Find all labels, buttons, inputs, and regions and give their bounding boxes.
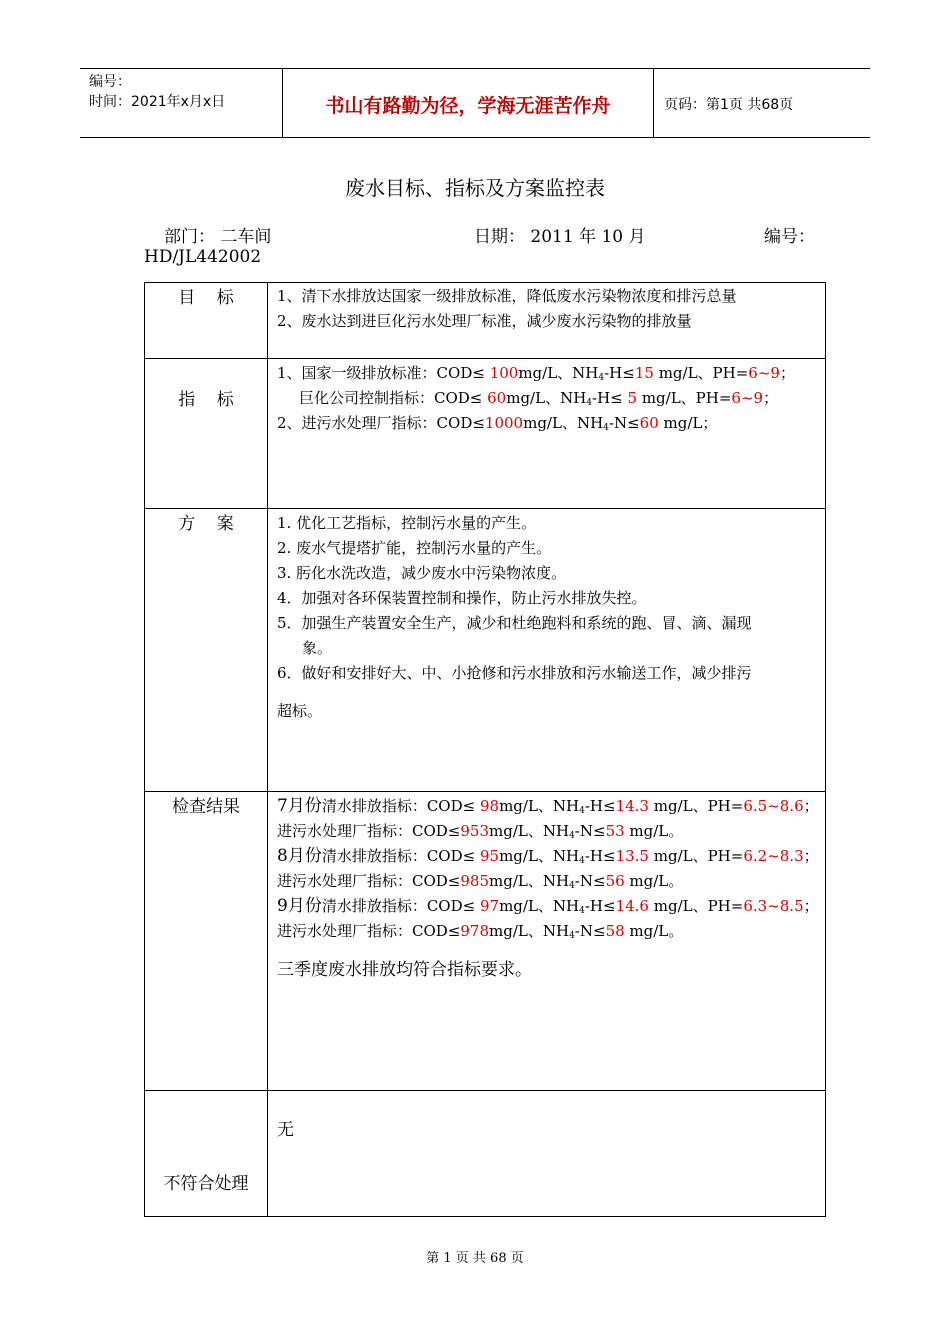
plan-item: 2. 废水气提塔扩能，控制污水量的产生。 <box>277 539 552 557</box>
department: 部门： 二车间 <box>164 227 272 247</box>
table-row-result <box>145 792 826 1091</box>
index-content <box>268 359 826 509</box>
plan-item: 6．做好和安排好大、中、小抢修和污水排放和污水输送工作，减少排污 <box>277 664 752 682</box>
code-value: HD/JL442002 <box>144 247 262 267</box>
index-line-1: 1、国家一级排放标准：COD≤ 100mg/L、$NH_4-H\le 15$ mg/L、PH=6~9； <box>277 364 795 383</box>
header-motto: 书山有路勤为径，学海无涯苦作舟 <box>325 95 611 117</box>
header-motto-cell <box>283 69 654 137</box>
plan-item: 5．加强生产装置安全生产，减少和杜绝跑料和系统的跑、冒、滴、漏现 <box>277 614 752 632</box>
result-month-9: 9月份清水排放指标：COD≤ 97mg/L、$NH_4-H\le 14.6$ mg/L、PH=6.3~8.5； 进污水处理厂指标：COD≤978mg/L、$NH_4-N\le 58$ mg/L。 <box>277 896 819 941</box>
header-page-cell <box>654 69 870 137</box>
monitoring-table <box>144 282 826 1217</box>
row-label-nonconformity: 不符合处理 <box>145 1091 268 1217</box>
header-left-cell <box>80 69 283 137</box>
result-content <box>268 792 826 1091</box>
row-label-result: 检查结果 <box>145 792 268 1091</box>
plan-item: 象。 <box>302 639 333 657</box>
nonconformity-value: 无 <box>277 1120 294 1140</box>
target-line: 2、废水达到进巨化污水处理厂标准，减少废水污染物的排放量 <box>277 312 692 330</box>
index-line-2: 巨化公司控制指标：COD≤ 60mg/L、$NH_4-H\le 5$ mg/L、PH=6~9； <box>299 389 779 408</box>
index-line-3: 2、进污水处理厂指标：COD≤1000mg/L、$NH_4-N\le 60$ mg/L； <box>277 414 718 433</box>
target-line: 1、清下水排放达国家一级排放标准，降低废水污染物浓度和排污总量 <box>277 287 737 305</box>
target-content <box>268 283 826 359</box>
page-footer: 第 1 页 共 68 页 <box>426 1251 524 1266</box>
plan-item: 超标。 <box>277 702 323 720</box>
header-code-label: 编号： <box>89 74 131 90</box>
plan-item: 3. 肟化水洗改造，减少废水中污染物浓度。 <box>277 564 567 582</box>
row-label-index: 指 标 <box>145 359 268 509</box>
code-label: 编号： <box>764 227 815 247</box>
result-summary: 三季度废水排放均符合指标要求。 <box>277 960 532 980</box>
plan-content <box>268 509 826 792</box>
nonconformity-content <box>268 1091 826 1217</box>
row-label-plan: 方 案 <box>145 509 268 792</box>
header-page-info: 页码：第1页 共68页 <box>664 97 794 113</box>
header-date: 时间：2021年x月x日 <box>89 94 226 110</box>
row-label-target: 目 标 <box>145 283 268 359</box>
table-row-plan <box>145 509 826 792</box>
plan-item: 4．加强对各环保装置控制和操作，防止污水排放失控。 <box>277 589 647 607</box>
result-month-7: 7月份清水排放指标：COD≤ 98mg/L、$NH_4-H\le 14.3$ mg/L、PH=6.5~8.6； 进污水处理厂指标：COD≤953mg/L、$NH_4-N\le 53$ mg/L。 <box>277 796 819 841</box>
table-row-nonconformity <box>145 1091 826 1217</box>
page-header <box>80 68 870 138</box>
plan-item: 1. 优化工艺指标，控制污水量的产生。 <box>277 514 537 532</box>
document-title: 废水目标、指标及方案监控表 <box>345 176 605 200</box>
result-month-8: 8月份清水排放指标：COD≤ 95mg/L、$NH_4-H\le 13.5$ mg/L、PH=6.2~8.3； 进污水处理厂指标：COD≤985mg/L、$NH_4-N\le 56$ mg/L。 <box>277 846 819 891</box>
report-date: 日期： 2011 年 10 月 <box>474 227 646 247</box>
table-row-index <box>145 359 826 509</box>
table-row-target <box>145 283 826 359</box>
